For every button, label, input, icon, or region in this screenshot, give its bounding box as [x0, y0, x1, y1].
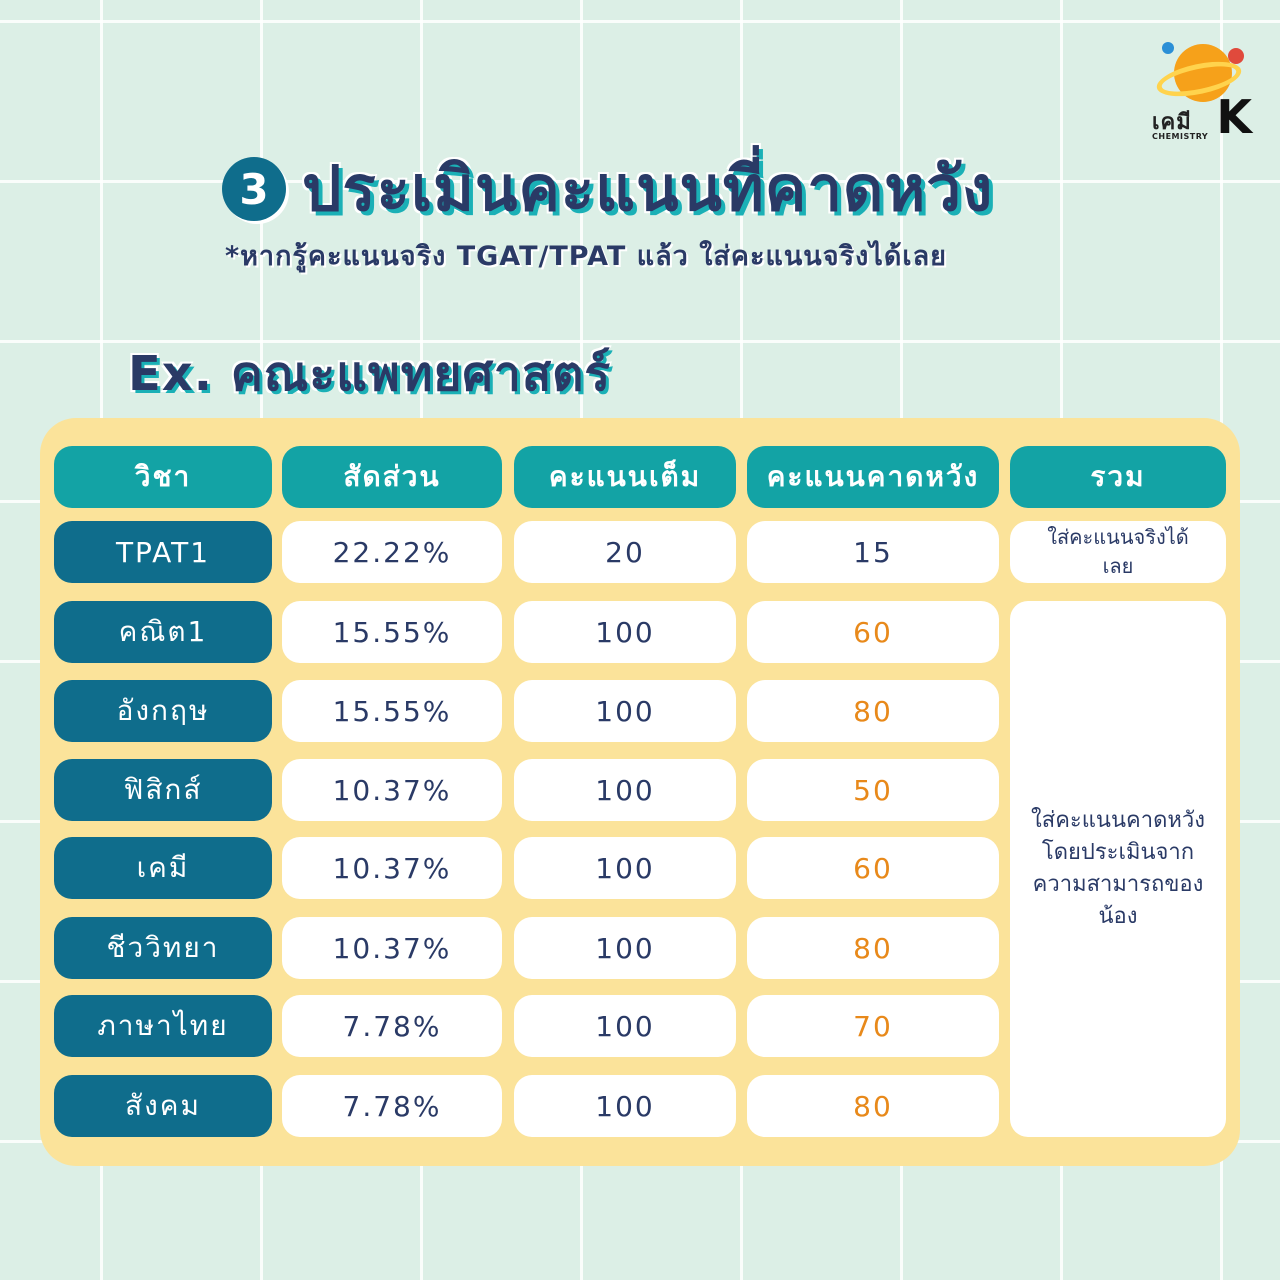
ratio-cell: 15.55% — [282, 601, 502, 663]
subject-cell: ภาษาไทย — [54, 995, 272, 1057]
ratio-cell: 10.37% — [282, 837, 502, 899]
subject-cell: ชีววิทยา — [54, 917, 272, 979]
header-total: รวม — [1010, 446, 1226, 508]
total-note-others: ใส่คะแนนคาดหวังโดยประเมินจากความสามารถของน้อง — [1010, 601, 1226, 1137]
subject-cell: ฟิสิกส์ — [54, 759, 272, 821]
subject-cell: เคมี — [54, 837, 272, 899]
logo-red-dot — [1228, 48, 1244, 64]
full-score-cell: 100 — [514, 1075, 736, 1137]
expected-score-cell: 60 — [747, 601, 999, 663]
full-score-cell: 100 — [514, 601, 736, 663]
ratio-cell: 15.55% — [282, 680, 502, 742]
logo-name: เคมี — [1152, 110, 1192, 135]
full-score-cell: 100 — [514, 995, 736, 1057]
expected-score-cell: 15 — [747, 521, 999, 583]
full-score-cell: 20 — [514, 521, 736, 583]
expected-score-cell: 50 — [747, 759, 999, 821]
title-row — [222, 140, 993, 238]
expected-score-cell: 80 — [747, 917, 999, 979]
logo-subtext: CHEMISTRY — [1152, 132, 1209, 141]
total-note-tpat: ใส่คะแนนจริงได้เลย — [1010, 521, 1226, 583]
expected-score-cell: 80 — [747, 1075, 999, 1137]
header-subject: วิชา — [54, 446, 272, 508]
page-title: ประเมินคะแนนที่คาดหวัง — [302, 152, 994, 225]
ratio-cell: 10.37% — [282, 759, 502, 821]
full-score-cell: 100 — [514, 759, 736, 821]
expected-score-cell: 60 — [747, 837, 999, 899]
ratio-cell: 10.37% — [282, 917, 502, 979]
full-score-cell: 100 — [514, 680, 736, 742]
subject-cell: คณิต1 — [54, 601, 272, 663]
full-score-cell: 100 — [514, 837, 736, 899]
expected-score-cell: 80 — [747, 680, 999, 742]
ratio-cell: 7.78% — [282, 1075, 502, 1137]
header-ratio: สัดส่วน — [282, 446, 502, 508]
ratio-cell: 22.22% — [282, 521, 502, 583]
brand-logo — [1152, 38, 1252, 144]
subject-cell: TPAT1 — [54, 521, 272, 583]
header-full-score: คะแนนเต็ม — [514, 446, 736, 508]
expected-score-cell: 70 — [747, 995, 999, 1057]
ratio-cell: 7.78% — [282, 995, 502, 1057]
header-expected-score: คะแนนคาดหวัง — [747, 446, 999, 508]
logo-letter: K — [1216, 90, 1252, 144]
logo-blue-dot — [1162, 42, 1174, 54]
subject-cell: อังกฤษ — [54, 680, 272, 742]
step-number-badge: 3 — [222, 157, 286, 221]
page-subtitle: *หากรู้คะแนนจริง TGAT/TPAT แล้ว ใส่คะแนนจริงได้เลย — [225, 241, 947, 272]
full-score-cell: 100 — [514, 917, 736, 979]
subject-cell: สังคม — [54, 1075, 272, 1137]
example-title: Ex. คณะแพทยศาสตร์ — [128, 346, 612, 402]
